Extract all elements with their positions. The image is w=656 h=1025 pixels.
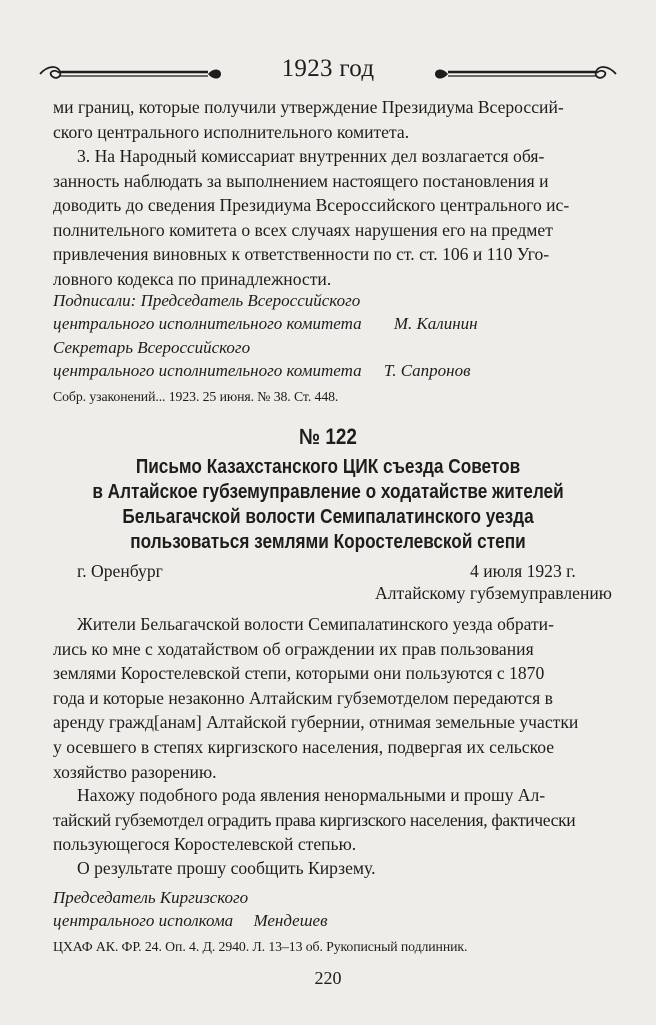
signature-line [53,909,613,932]
signature-position: центрального исполнительного комитета [53,360,362,380]
page-number: 220 [314,968,342,988]
document-date: 4 июля 1923 г. [470,561,576,581]
document-place: г. Оренбург [77,561,163,581]
paragraph-line: тайский губземотдел оградить права киргизского населения, фактически [53,809,576,830]
running-header-title: 1923 год [281,55,375,82]
signature-name: Мендешев [253,911,328,931]
letter-paragraph-3 [53,856,615,881]
paragraph-line: 3. На Народный комиссариат внутренних дел возлагается обя- [77,146,545,166]
document-title-line: Бельагачской волости Семипалатинского уезда [122,506,534,528]
letter-paragraph-2 [53,783,615,857]
signatures-block [53,289,613,382]
signature-name: М. Калинин [393,314,478,334]
paragraph-line: Жители Бельагачской волости Семипалатинского уезда обрати- [77,614,554,634]
paragraph-line: у осевшего в степях киргизского населения, подвергая их сельское [53,736,555,757]
continuation-line: ми границ, которые получили утверждение Президиума Всероссий- [53,97,564,117]
continuation-line: ского центрального исполнительного комитета. [53,121,410,142]
document-addressee: Алтайскому губземуправлению [375,583,612,603]
archive-citation: ЦХАФ АК. ФР. 24. Оп. 4. Д. 2940. Л. 13–13 об. Рукописный подлинник. [53,939,468,954]
paragraph-line: полнительного комитета о всех случаях нарушения его на предмет [53,219,553,240]
signature-name: Т. Сапронов [383,360,471,380]
signature-position: центрального исполнительного комитета [53,314,362,334]
paragraph-line: ловного кодекса по принадлежности. [53,268,332,289]
right-ornament-icon [433,63,618,85]
paragraph-3 [53,144,615,292]
paragraph-line: О результате прошу сообщить Кирзему. [77,858,376,878]
letter-paragraph-1 [53,612,615,784]
signature-line [53,359,613,382]
paragraph-line: аренду гражд[анам] Алтайской губернии, отнимая земельные участки [53,712,579,733]
document-title-line: в Алтайское губземуправление о ходатайстве жителей [92,481,564,503]
paragraph-line: хозяйство разорению. [53,761,217,782]
paragraph-line: землями Коростелевской степи, которыми они пользуются с 1870 [53,663,545,684]
paragraph-line: пользующегося Коростелевской степью. [53,834,357,855]
paragraph-line: лись ко мне с ходатайством об ограждении их прав пользования [53,638,534,659]
signature-position: центрального исполкома [53,911,234,931]
paragraph-line: Нахожу подобного рода явления ненормальными и прошу Ал- [77,785,546,805]
document-title-line: пользоваться землями Коростелевской степи [130,531,526,553]
running-header [38,55,618,91]
document-number: № 122 [299,424,357,449]
signature-line: Секретарь Всероссийского [53,337,251,357]
letter-signature-block [53,886,613,933]
document-title-line: Письмо Казахстанского ЦИК съезда Советов [135,456,521,478]
signature-line: Подписали: Председатель Всероссийского [53,291,361,310]
signature-line [53,312,613,335]
paragraph-line: привлечения виновных к ответственности по ст. ст. 106 и 110 Уго- [53,244,550,265]
source-citation: Собр. узаконений... 1923. 25 июня. № 38. Ст. 448. [53,389,339,404]
previous-document-continuation [53,95,615,144]
paragraph-line: занность наблюдать за выполнением настоящего постановления и [53,170,549,191]
signature-line: Председатель Киргизского [53,888,249,907]
paragraph-line: доводить до сведения Президиума Всероссийского центрального ис- [53,195,570,216]
paragraph-line: года и которые незаконно Алтайским губземотделом передаются в [53,687,553,708]
document-title [40,455,616,555]
